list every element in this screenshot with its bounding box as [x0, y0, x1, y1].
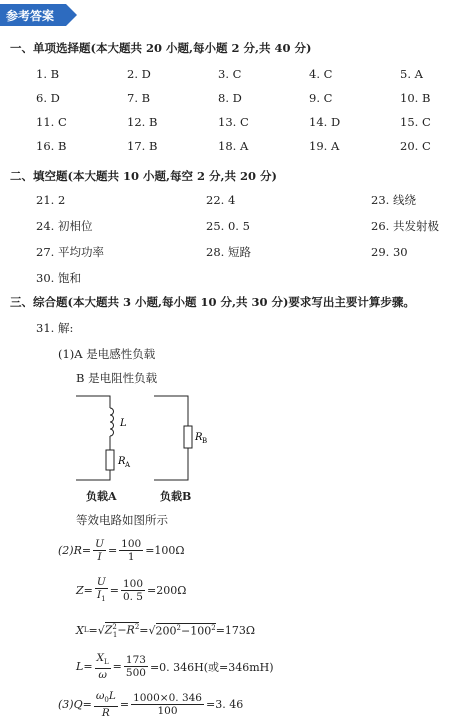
answer-item: 17. B [127, 139, 158, 153]
answer-item: 12. B [127, 115, 158, 129]
answer-item: 21. 2 [36, 193, 66, 207]
answer-item: 14. D [309, 115, 341, 129]
answer-item: 9. C [309, 91, 333, 105]
section2-answers [36, 192, 439, 286]
eq3-result: =173Ω [215, 623, 256, 637]
answer-item: 23. 线绕 [371, 193, 416, 207]
eq1-frac-symbolic: $\frac{U}{I}$ [95, 538, 104, 563]
eq5-frac-numeric: $\frac{1000\times 0. 346}{100}$ [133, 692, 202, 718]
eq2-result: =200Ω [147, 584, 187, 598]
part1-line-b: B 是电阻性负载 [76, 371, 158, 385]
section1-answers [36, 66, 436, 154]
answer-item: 29. 30 [371, 245, 408, 259]
eq2-frac-numeric: $\frac{100}{0. 5}$ [122, 578, 143, 604]
eq1-prefix: (2)R [58, 544, 82, 557]
answer-item: 20. C [400, 139, 431, 153]
equation-z: Z = $\frac{U}{I_1}$ = $\frac{100}{0. 5}$ =200Ω [76, 576, 187, 604]
answer-item: 7. B [127, 91, 151, 105]
circuit-diagram [70, 392, 230, 484]
answer-item: 13. C [218, 115, 249, 129]
answer-item: 24. 初相位 [36, 219, 93, 233]
part1-line-a: (1)A 是电感性负载 [58, 347, 156, 361]
inductor-label: L [120, 418, 127, 429]
answer-item: 15. C [400, 115, 431, 129]
eq1-frac-numeric: $\frac{100}{1}$ [121, 538, 142, 563]
equation-q: (3)Q = $\frac{\omega_0L}{R}$ = $\frac{1000\times 0. 346}{100}$ =3. 46 [58, 690, 244, 719]
answer-item: 28. 短路 [206, 245, 251, 259]
answer-item: 6. D [36, 91, 60, 105]
eq5-frac-symbolic: $\frac{\omega_0L}{R}$ [95, 690, 116, 719]
section3-title: 三、综合题(本大题共 3 小题,每小题 10 分,共 30 分)要求写出主要计算步骤。 [10, 295, 415, 309]
banner-title: 参考答案 [6, 9, 55, 23]
eq5-result: =3. 46 [205, 698, 244, 712]
resistor-b-sub: B [202, 437, 208, 445]
answer-item: 22. 4 [206, 193, 236, 207]
answer-item: 16. B [36, 139, 67, 153]
answer-item: 27. 平均功率 [36, 245, 104, 259]
load-a-label: 负载A [86, 490, 117, 503]
answer-item: 4. C [309, 67, 333, 81]
eq1-result: =100Ω [145, 544, 185, 557]
resistor-a-label: R [118, 456, 126, 467]
equiv-circuit-note: 等效电路如图所示 [76, 513, 168, 527]
equation-r: (2)R = $\frac{U}{I}$ = $\frac{100}{1}$ =100Ω [58, 538, 185, 563]
answer-item: 25. 0. 5 [206, 219, 250, 233]
answer-item: 10. B [400, 91, 431, 105]
equation-l: L = $\frac{X_L}{\omega}$ = $\frac{173}{500}$ =0. 346H(或=346mH) [76, 652, 274, 682]
eq4-frac-numeric: $\frac{173}{500}$ [125, 654, 146, 680]
question-31-label: 31. 解: [36, 321, 74, 335]
section2-title: 二、填空题(本大题共 10 小题,每空 2 分,共 20 分) [10, 169, 277, 183]
answer-item: 19. A [309, 139, 340, 153]
answer-item: 2. D [127, 67, 151, 81]
answer-item: 3. C [218, 67, 242, 81]
load-b-label: 负载B [160, 490, 192, 503]
answer-item: 1. B [36, 67, 60, 81]
answer-item: 8. D [218, 91, 242, 105]
answer-item: 30. 饱和 [36, 271, 81, 285]
equation-xl: X L =√ $Z^2_1-R^2$ =√ $200^2-100^2$ =173Ω [76, 623, 256, 639]
resistor-b-label: R [195, 432, 203, 443]
eq4-frac-symbolic: $\frac{X_L}{\omega}$ [96, 652, 109, 682]
answer-item: 5. A [400, 67, 423, 81]
answer-item: 26. 共发射极 [371, 219, 439, 233]
section1-title: 一、单项选择题(本大题共 20 小题,每小题 2 分,共 40 分) [10, 41, 312, 55]
eq2-frac-symbolic: $\frac{U}{I_1}$ [96, 576, 106, 604]
answer-item: 18. A [218, 139, 249, 153]
eq4-result: =0. 346H(或=346mH) [149, 660, 274, 674]
resistor-a-sub: A [125, 461, 131, 469]
answer-item: 11. C [36, 115, 67, 129]
